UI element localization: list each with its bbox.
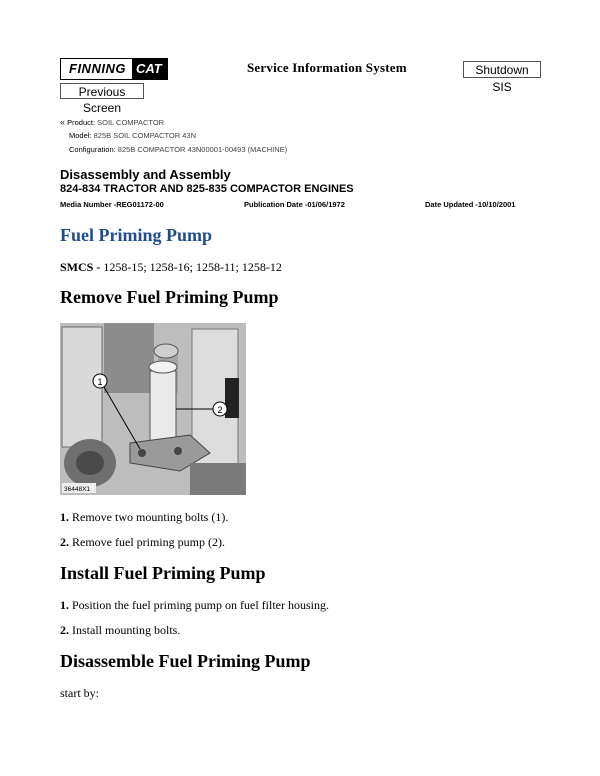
start-by-text: start by: <box>60 686 99 700</box>
configuration-label: Configuration: <box>69 145 116 154</box>
configuration-line <box>69 145 287 154</box>
priming-pump-photo <box>60 323 246 495</box>
callout-2-label: 2 <box>217 405 223 415</box>
disassemble-heading: Disassemble Fuel Priming Pump <box>60 651 311 671</box>
step-number: 1. <box>60 510 69 524</box>
model-line <box>69 131 196 140</box>
remove-step-2 <box>60 535 225 550</box>
model-value: 825B SOIL COMPACTOR 43N <box>93 131 197 140</box>
logo-cat-text: CAT <box>132 59 167 79</box>
step-text: Remove fuel priming pump (2). <box>72 535 225 549</box>
remove-heading: Remove Fuel Priming Pump <box>60 287 279 307</box>
shutdown-sis-button[interactable]: Shutdown SIS <box>463 61 541 78</box>
remove-step-1 <box>60 510 228 525</box>
step-text: Install mounting bolts. <box>72 623 181 637</box>
section-heading: Disassembly and Assembly <box>60 167 231 182</box>
step-number: 2. <box>60 623 69 637</box>
install-step-2 <box>60 623 180 638</box>
app-title: Service Information System <box>247 60 407 75</box>
logo-finning-text: FINNING <box>61 59 132 79</box>
media-number: Media Number -REG01172-00 <box>60 200 164 209</box>
step-number: 2. <box>60 535 69 549</box>
date-updated: Date Updated -10/10/2001 <box>425 200 516 209</box>
page-title: Fuel Priming Pump <box>60 225 212 245</box>
photo-code: 36448X1 <box>64 486 91 493</box>
product-value[interactable]: SOIL COMPACTOR <box>97 118 165 127</box>
publication-date: Publication Date -01/06/1972 <box>244 200 345 209</box>
step-number: 1. <box>60 598 69 612</box>
back-chevron-icon[interactable]: « <box>60 117 66 127</box>
smcs-values: 1258-15; 1258-16; 1258-11; 1258-12 <box>103 260 282 274</box>
configuration-value: 825B COMPACTOR 43N00001-00493 (MACHINE) <box>117 145 288 154</box>
product-label: Product: <box>67 118 96 127</box>
model-label: Model: <box>69 131 92 140</box>
finning-cat-logo <box>60 58 168 80</box>
smcs-label: SMCS - <box>60 260 101 274</box>
product-line <box>60 117 164 127</box>
previous-screen-button[interactable]: Previous Screen <box>60 83 144 99</box>
callout-1-label: 1 <box>97 377 103 387</box>
install-step-1 <box>60 598 329 613</box>
step-text: Position the fuel priming pump on fuel filter housing. <box>72 598 329 612</box>
step-text: Remove two mounting bolts (1). <box>72 510 229 524</box>
install-heading: Install Fuel Priming Pump <box>60 563 266 583</box>
smcs-codes <box>60 260 282 275</box>
document-subtitle: 824-834 TRACTOR AND 825-835 COMPACTOR ENGINES <box>60 183 354 195</box>
